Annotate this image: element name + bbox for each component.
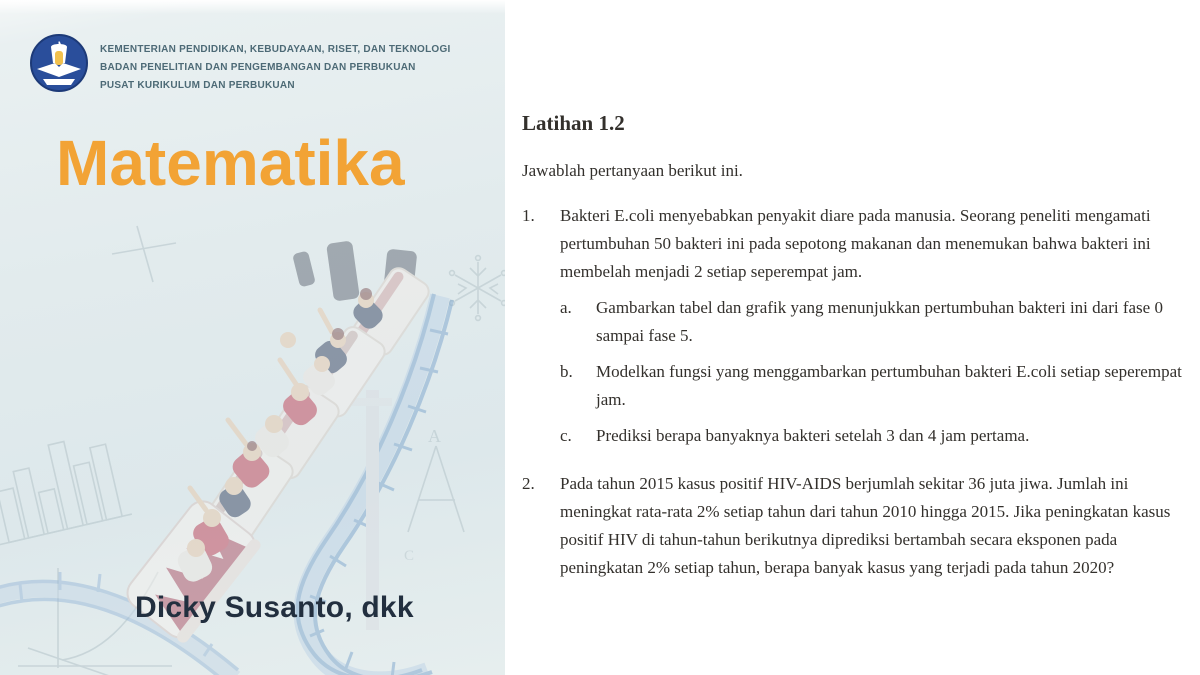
subquestion-list <box>560 294 1194 450</box>
triangle-doodle-icon <box>404 426 464 564</box>
page-content <box>505 0 1200 582</box>
subquestion-letter: c. <box>560 426 572 445</box>
ministry-line-1: KEMENTERIAN PENDIDIKAN, KEBUDAYAAN, RISET, DAN TEKNOLOGI <box>100 44 451 55</box>
ministry-line-3: PUSAT KURIKULUM DAN PERBUKUAN <box>100 80 295 91</box>
ministry-header <box>100 41 451 95</box>
subquestion-text: Prediksi berapa banyaknya bakteri setelah 3 dan 4 jam pertama. <box>596 426 1030 445</box>
tut-wuri-handayani-logo <box>29 33 89 93</box>
subquestion-c <box>560 422 1194 450</box>
bar-chart-doodle-icon <box>0 430 132 544</box>
question-body <box>560 202 1194 458</box>
question-text: Bakteri E.coli menyebabkan penyakit diare pada manusia. Seorang peneliti mengamati pertumbuhan 50 bakteri ini pada sepotong makanan dan menemukan bahwa bakteri ini membelah menjadi 2 setiap seperempat jam. <box>560 206 1151 281</box>
subquestion-b <box>560 358 1194 414</box>
cross-doodle-icon <box>112 226 176 282</box>
exercise-intro: Jawablah pertanyaan berikut ini. <box>522 161 743 180</box>
question-body <box>560 470 1194 582</box>
cover-artwork <box>0 0 505 675</box>
snowflake-icon <box>450 256 505 321</box>
book-author: Dicky Susanto, dkk <box>135 591 414 624</box>
ministry-line-2: BADAN PENELITIAN DAN PENGEMBANGAN DAN PERBUKUAN <box>100 62 416 73</box>
book-title: Matematika <box>56 127 405 199</box>
subquestion-text: Gambarkan tabel dan grafik yang menunjukkan pertumbuhan bakteri ini dari fase 0 sampai fase 5. <box>596 298 1163 345</box>
exercise-page <box>505 0 1200 675</box>
question-text: Pada tahun 2015 kasus positif HIV-AIDS berjumlah sekitar 36 juta jiwa. Jumlah ini meningkat rata-rata 2% setiap tahun dari tahun 2010 hingga 2015. Jika peningkatan kasus positif HIV di tahun-tahun berikutnya diprediksi bertambah secara eksponen pada peningkatan 2% setiap tahun, berapa banyak kasus yang terjadi pada tahun 2020? <box>560 474 1171 577</box>
question-number: 2. <box>522 474 535 493</box>
exercise-heading: Latihan 1.2 <box>522 111 625 135</box>
svg-text:A: A <box>428 426 441 446</box>
book-cover <box>0 0 505 675</box>
question-item-1 <box>522 202 1194 458</box>
svg-text:C: C <box>404 548 415 564</box>
subquestion-letter: a. <box>560 298 572 317</box>
question-item-2 <box>522 470 1194 582</box>
question-number: 1. <box>522 206 535 225</box>
subquestion-a <box>560 294 1194 350</box>
subquestion-text: Modelkan fungsi yang menggambarkan pertumbuhan bakteri E.coli setiap seperempat jam. <box>596 362 1182 409</box>
subquestion-letter: b. <box>560 362 573 381</box>
